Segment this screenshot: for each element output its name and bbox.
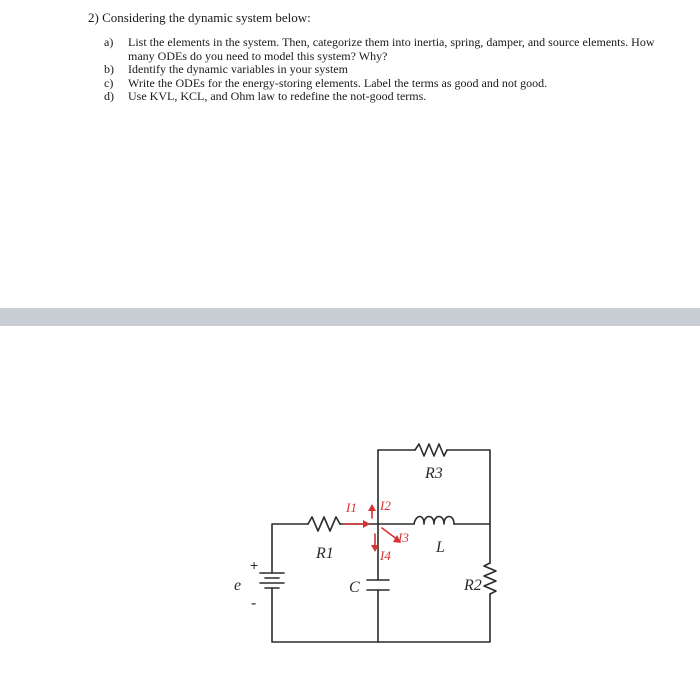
question-item-d: [104, 90, 664, 104]
item-marker: b): [104, 62, 114, 76]
circuit-wires: [260, 444, 496, 642]
arrowhead-i2: [368, 504, 376, 511]
capacitor-plates: [367, 580, 389, 590]
label-current-i2: I2: [380, 498, 391, 513]
label-r2: R2: [464, 577, 482, 594]
arrowhead-i1: [363, 520, 370, 528]
wire-left-top: [272, 524, 308, 573]
question-item-c: [104, 77, 664, 91]
question-heading: 2) Considering the dynamic system below:: [88, 10, 311, 25]
label-source: e: [234, 577, 242, 594]
item-text: List the elements in the system. Then, categorize them into inertia, spring, damper, and source elements. How many ODEs do you need to model this system? Why?: [128, 35, 655, 63]
page-divider: [0, 308, 700, 326]
resistor-r2: [484, 563, 496, 595]
item-marker: a): [104, 35, 114, 49]
circuit-labels: [234, 465, 482, 612]
inductor-l: [414, 517, 454, 525]
circuit-figure: [220, 420, 530, 660]
circuit-diagram: [220, 420, 530, 660]
label-source-plus: +: [250, 557, 259, 573]
label-inductor: L: [436, 539, 445, 556]
wire-l-right: [454, 524, 490, 563]
label-r1: R1: [316, 545, 334, 562]
item-text: Write the ODEs for the energy-storing elements. Label the terms as good and not good.: [128, 75, 548, 90]
label-current-i4: I4: [380, 548, 391, 563]
item-text: Use KVL, KCL, and Ohm law to redefine the not-good terms.: [128, 89, 427, 103]
label-r3: R3: [425, 465, 443, 482]
resistor-r1: [308, 517, 340, 531]
item-marker: c): [104, 75, 114, 90]
item-marker: d): [104, 89, 114, 103]
item-text: Identify the dynamic variables in your system: [128, 62, 348, 76]
resistor-r3: [415, 444, 447, 456]
question-list: [104, 36, 664, 104]
label-current-i3: I3: [398, 530, 409, 545]
question-block: [0, 0, 700, 300]
question-item-b: [104, 63, 664, 77]
wire-r3-right: [447, 450, 490, 524]
question-item-a: [104, 36, 664, 63]
wire-bottom: [272, 592, 490, 642]
label-capacitor: C: [349, 579, 360, 596]
label-current-i1: I1: [346, 500, 357, 515]
label-source-minus: -: [251, 595, 257, 612]
